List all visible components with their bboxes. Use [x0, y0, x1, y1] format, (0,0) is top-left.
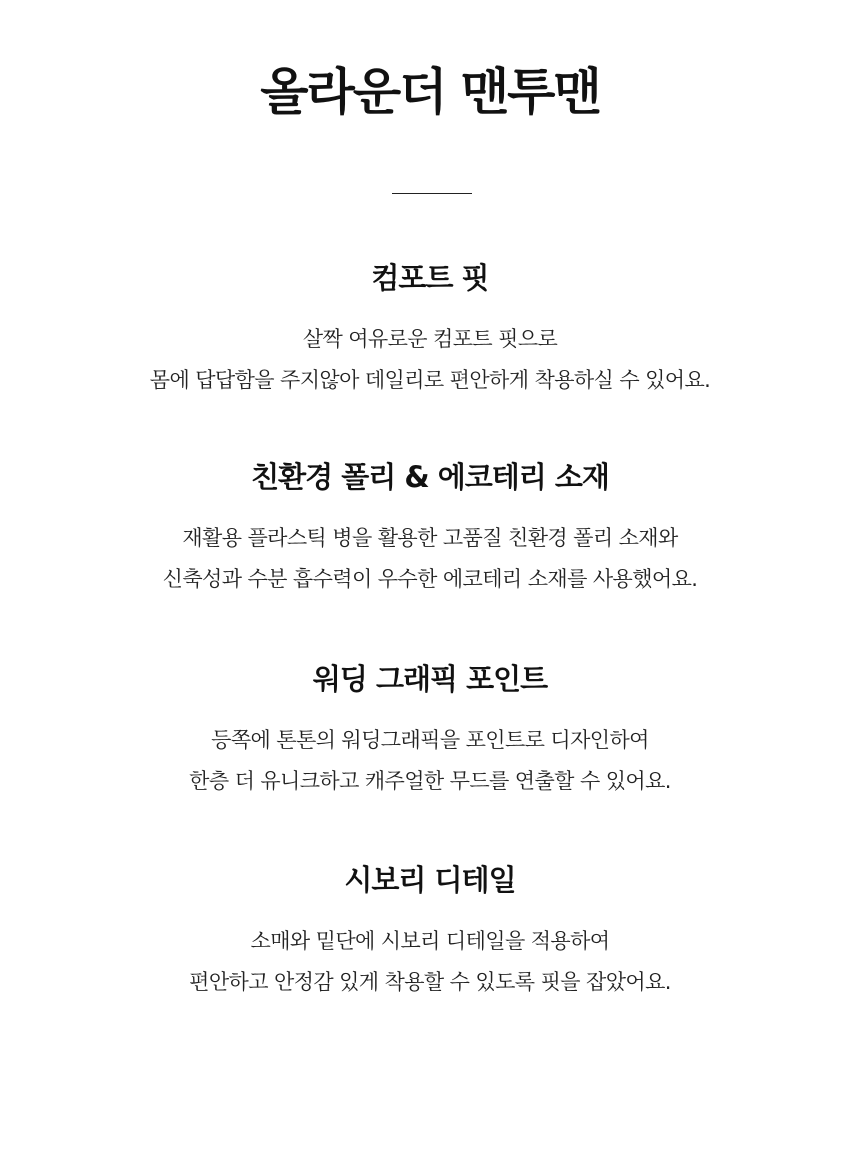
feature-description [0, 921, 860, 1003]
feature-description [0, 319, 860, 401]
feature-heading: 시보리 디테일 [344, 863, 516, 897]
feature-description [0, 518, 860, 600]
feature-heading: 친환경 폴리 & 에코테리 소재 [251, 460, 609, 494]
feature-description [0, 720, 860, 802]
feature-description-line: 편안하고 안정감 있게 착용할 수 있도록 핏을 잡았어요. [189, 970, 671, 994]
title-divider [392, 193, 472, 194]
feature-section-comfort-fit [0, 258, 860, 401]
feature-description-line: 재활용 플라스틱 병을 활용한 고품질 친환경 폴리 소재와 [182, 526, 678, 550]
feature-description-line: 등쪽에 톤톤의 워딩그래픽을 포인트로 디자인하여 [211, 728, 649, 752]
feature-description-line: 몸에 답답함을 주지않아 데일리로 편안하게 착용하실 수 있어요. [149, 368, 711, 392]
feature-description-line: 한층 더 유니크하고 캐주얼한 무드를 연출할 수 있어요. [189, 769, 671, 793]
feature-description-line: 신축성과 수분 흡수력이 우수한 에코테리 소재를 사용했어요. [162, 567, 698, 591]
feature-description-line: 살짝 여유로운 컴포트 핏으로 [302, 327, 558, 351]
feature-heading: 컴포트 핏 [371, 261, 489, 295]
feature-description-line: 소매와 밑단에 시보리 디테일을 적용하여 [250, 929, 610, 953]
feature-section-eco-material [0, 457, 860, 600]
page-title: 올라운더 맨투맨 [260, 63, 600, 121]
feature-heading: 워딩 그래픽 포인트 [312, 662, 548, 696]
feature-section-ribbing-detail [0, 860, 860, 1003]
feature-section-wording-graphic [0, 659, 860, 802]
